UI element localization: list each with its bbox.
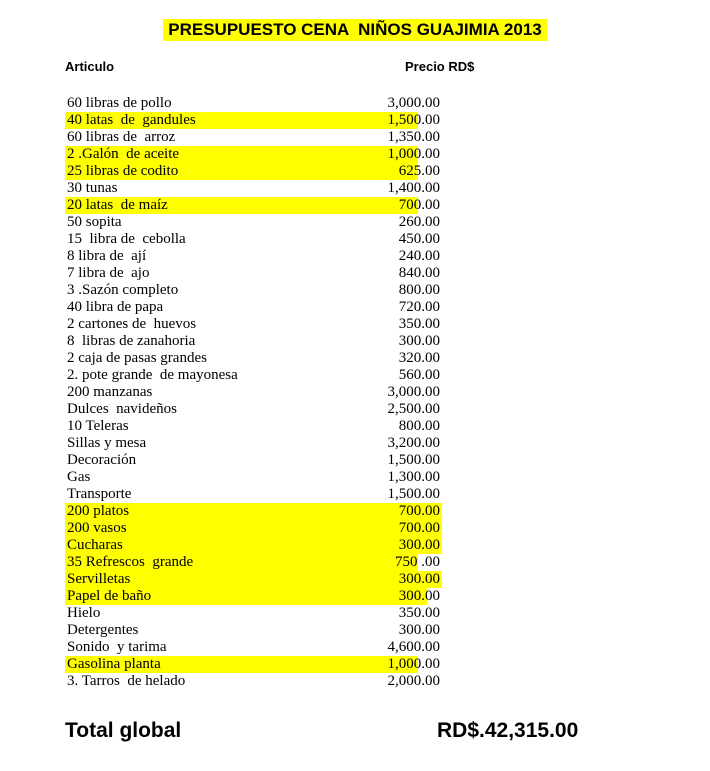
table-row	[65, 673, 465, 690]
item-name: Decoración	[67, 452, 137, 468]
table-row	[65, 622, 465, 639]
item-price: 750 .00	[395, 554, 440, 570]
item-price: 3,000.00	[387, 384, 440, 400]
item-price: 700.00	[398, 520, 440, 536]
item-price: 840.00	[398, 265, 440, 281]
item-name: 2 cartones de huevos	[67, 316, 197, 332]
item-name: 2. pote grande de mayonesa	[67, 367, 238, 383]
item-name: 25 libras de codito	[67, 163, 179, 179]
item-price: 700.00	[398, 503, 440, 519]
item-name: 40 libra de papa	[67, 299, 164, 315]
table-row	[65, 469, 465, 486]
table-row	[65, 401, 465, 418]
table-row	[65, 605, 465, 622]
table-row	[65, 588, 465, 605]
item-price: 560.00	[398, 367, 440, 383]
item-price: 1,500.00	[387, 112, 440, 128]
item-price: 4,600.00	[387, 639, 440, 655]
item-name: 50 sopita	[67, 214, 122, 230]
item-price: 300.00	[398, 333, 440, 349]
item-price: 1,500.00	[387, 486, 440, 502]
title-row	[0, 19, 710, 41]
item-name: 15 libra de cebolla	[67, 231, 186, 247]
item-name: 30 tunas	[67, 180, 118, 196]
item-price: 800.00	[398, 418, 440, 434]
item-price: 720.00	[398, 299, 440, 315]
item-name: 40 latas de gandules	[67, 112, 196, 128]
total-value: RD$.42,315.00	[437, 719, 579, 742]
table-row	[65, 350, 465, 367]
table-row	[65, 282, 465, 299]
item-name: 7 libra de ajo	[67, 265, 150, 281]
item-price: 1,300.00	[387, 469, 440, 485]
total-label: Total global	[65, 719, 182, 742]
table-row	[65, 520, 465, 537]
page-title: PRESUPUESTO CENA NIÑOS GUAJIMIA 2013	[163, 19, 546, 41]
column-header-price: Precio RD$	[405, 59, 475, 74]
item-price: 300.00	[398, 622, 440, 638]
item-name: 3. Tarros de helado	[67, 673, 186, 689]
item-price: 800.00	[398, 282, 440, 298]
table-row	[65, 248, 465, 265]
item-name: Detergentes	[67, 622, 139, 638]
item-name: 20 latas de maíz	[67, 197, 168, 213]
item-name: Cucharas	[67, 537, 123, 553]
item-price: 2,000.00	[387, 673, 440, 689]
item-name: 2 .Galón de aceite	[67, 146, 180, 162]
item-price: 1,400.00	[387, 180, 440, 196]
table-row	[65, 299, 465, 316]
table-row	[65, 146, 465, 163]
item-name: 200 vasos	[67, 520, 127, 536]
item-price: 1,000.00	[387, 656, 440, 672]
table-row	[65, 316, 465, 333]
item-name: Gas	[67, 469, 91, 485]
column-header-article: Articulo	[65, 59, 115, 74]
item-name: 200 manzanas	[67, 384, 153, 400]
table-row	[65, 571, 465, 588]
table-row	[65, 129, 465, 146]
item-price: 2,500.00	[387, 401, 440, 417]
table-row	[65, 435, 465, 452]
item-price: 300.00	[398, 537, 440, 553]
table-row	[65, 656, 465, 673]
table-row	[65, 367, 465, 384]
item-name: Papel de baño	[67, 588, 152, 604]
table-row	[65, 418, 465, 435]
item-name: Dulces navideños	[67, 401, 177, 417]
item-name: 35 Refrescos grande	[67, 554, 194, 570]
item-name: 60 libras de pollo	[67, 95, 172, 111]
item-price: 320.00	[398, 350, 440, 366]
table-row	[65, 214, 465, 231]
item-name: 3 .Sazón completo	[67, 282, 179, 298]
item-price: 350.00	[398, 316, 440, 332]
item-price: 300.00	[398, 588, 440, 604]
item-price: 260.00	[398, 214, 440, 230]
table-row	[65, 503, 465, 520]
table-row	[65, 333, 465, 350]
item-name: 2 caja de pasas grandes	[67, 350, 207, 366]
item-name: Gasolina planta	[67, 656, 161, 672]
table-row	[65, 486, 465, 503]
item-name: 8 libra de ají	[67, 248, 147, 264]
table-row	[65, 537, 465, 554]
item-price: 3,000.00	[387, 95, 440, 111]
table-row	[65, 384, 465, 401]
item-name: Hielo	[67, 605, 101, 621]
item-name: 60 libras de arroz	[67, 129, 176, 145]
item-price: 625.00	[398, 163, 440, 179]
item-price: 1,350.00	[387, 129, 440, 145]
item-name: Transporte	[67, 486, 132, 502]
item-price: 1,000.00	[387, 146, 440, 162]
table-row	[65, 163, 465, 180]
table-row	[65, 197, 465, 214]
table-row	[65, 452, 465, 469]
item-name: Sonido y tarima	[67, 639, 167, 655]
table-row	[65, 231, 465, 248]
table-row	[65, 554, 465, 571]
items-list	[65, 95, 465, 690]
item-price: 1,500.00	[387, 452, 440, 468]
item-name: Sillas y mesa	[67, 435, 147, 451]
item-name: 8 libras de zanahoria	[67, 333, 196, 349]
table-row	[65, 639, 465, 656]
item-price: 240.00	[398, 248, 440, 264]
table-row	[65, 265, 465, 282]
item-price: 350.00	[398, 605, 440, 621]
table-row	[65, 112, 465, 129]
table-row	[65, 180, 465, 197]
item-name: Servilletas	[67, 571, 131, 587]
item-name: 10 Teleras	[67, 418, 129, 434]
item-price: 300.00	[398, 571, 440, 587]
item-price: 700.00	[398, 197, 440, 213]
item-price: 450.00	[398, 231, 440, 247]
item-name: 200 platos	[67, 503, 130, 519]
table-row	[65, 95, 465, 112]
item-price: 3,200.00	[387, 435, 440, 451]
